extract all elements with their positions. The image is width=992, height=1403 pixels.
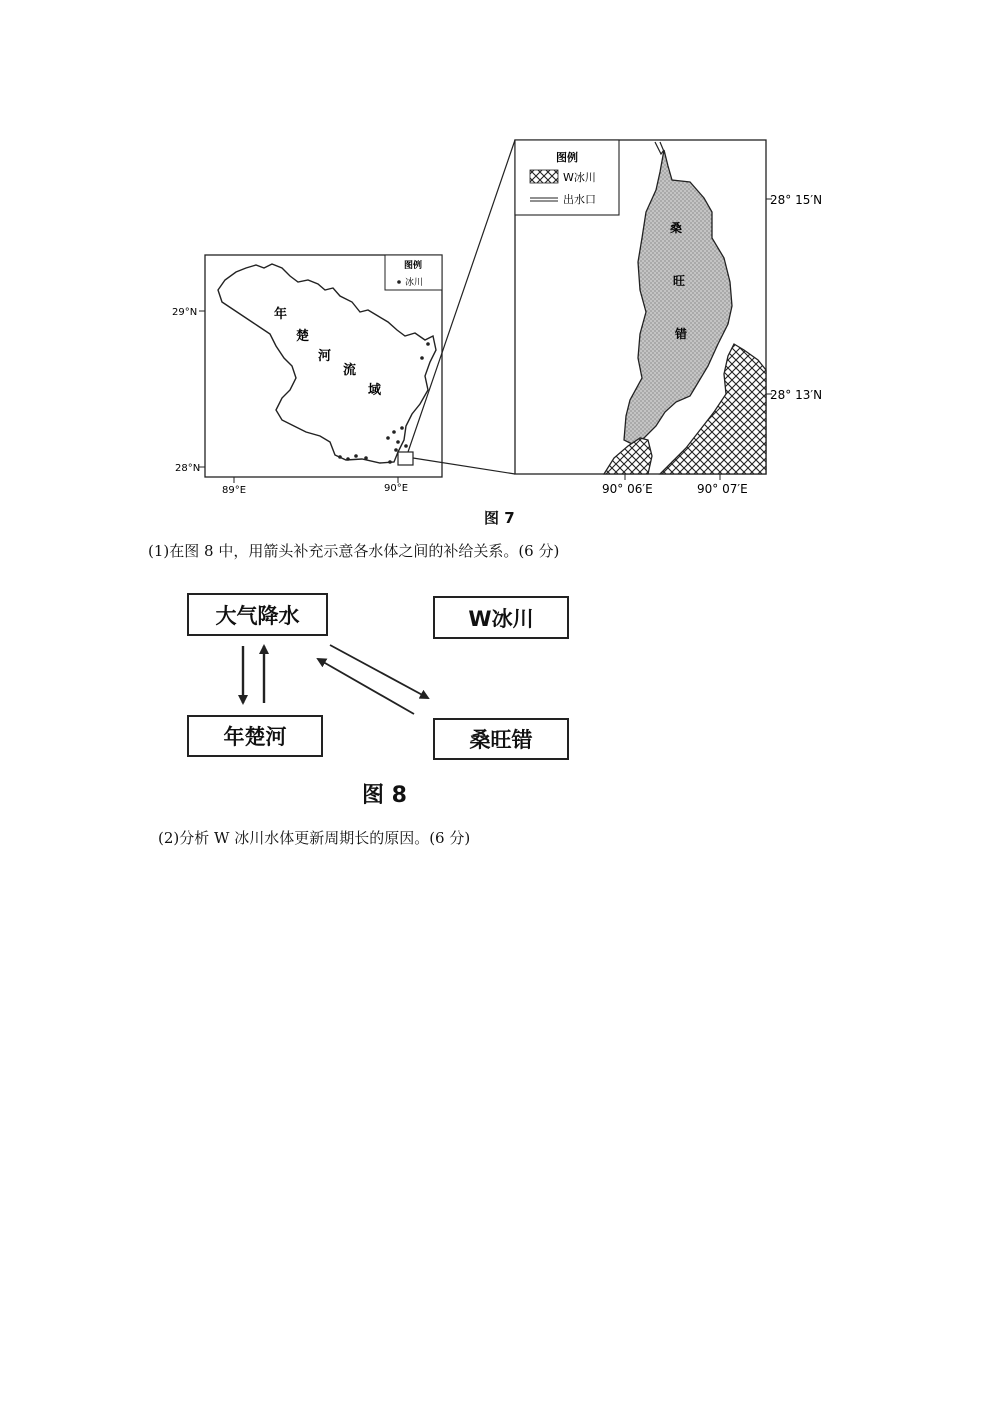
- svg-text:河: 河: [318, 349, 332, 364]
- question-1: (1)在图 8 中，用箭头补充示意各水体之间的补给关系。(6 分): [148, 542, 560, 560]
- lon-90e: 90°E: [384, 483, 409, 494]
- lon-90-07e: 90° 07′E: [697, 482, 748, 496]
- lat-29n: 29°N: [172, 307, 198, 318]
- svg-text:旺: 旺: [673, 274, 686, 288]
- arrow-precip-to-lake: [330, 645, 428, 698]
- right-legend-glacier: W冰川: [563, 171, 596, 184]
- right-legend-title: 图例: [556, 151, 578, 164]
- figure-7-caption: 图 7: [484, 509, 515, 527]
- right-legend-outlet: 出水口: [563, 193, 596, 206]
- svg-text:错: 错: [675, 327, 688, 341]
- box-precipitation: 大气降水: [187, 593, 328, 636]
- lat-28-15n: 28° 15′N: [770, 193, 823, 207]
- left-legend-title: 图例: [403, 261, 423, 271]
- lat-28-13n: 28° 13′N: [770, 388, 823, 402]
- lon-89e: 89°E: [222, 485, 247, 496]
- left-legend-glacier: 冰川: [405, 278, 424, 288]
- box-w-glacier: W冰川: [433, 596, 569, 639]
- box-sangwangcuo: 桑旺错: [433, 718, 569, 760]
- arrow-lake-to-precip: [318, 659, 414, 714]
- lat-28n: 28°N: [175, 463, 201, 474]
- box-nianchu-river: 年楚河: [187, 715, 323, 757]
- lon-90-06e: 90° 06′E: [602, 482, 653, 496]
- svg-text:流: 流: [343, 363, 357, 378]
- figure-8-caption: 图 8: [362, 783, 407, 808]
- question-2: (2)分析 W 冰川水体更新周期长的原因。(6 分): [158, 829, 471, 847]
- svg-text:域: 域: [368, 383, 382, 398]
- svg-text:桑: 桑: [670, 221, 683, 235]
- svg-text:楚: 楚: [296, 329, 310, 344]
- svg-text:年: 年: [274, 307, 288, 322]
